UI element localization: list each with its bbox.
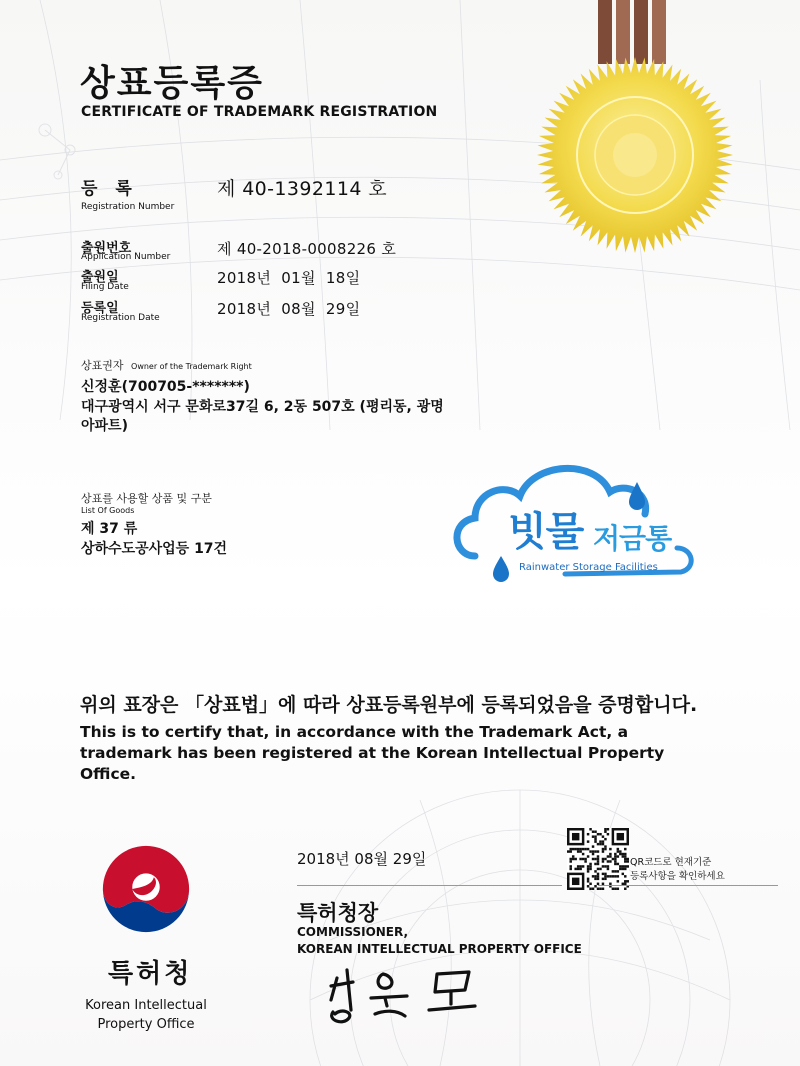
- commissioner-title-en: [297, 924, 582, 958]
- qr-note: [630, 856, 725, 884]
- owner-address-line1: 대구광역시 서구 문화로37길 6, 2동 507호 (평리동, 광명: [81, 399, 444, 415]
- commissioner-title-ko: 특허청장: [297, 901, 379, 925]
- office-name-en-line2: Property Office: [97, 1017, 195, 1032]
- commissioner-en-line2: KOREAN INTELLECTUAL PROPERTY OFFICE: [297, 942, 582, 956]
- owner-label: [81, 357, 252, 373]
- qr-note-line2: 등록사항을 확인하세요: [630, 871, 725, 882]
- logo-sub-text: 저금통: [593, 522, 672, 555]
- office-name-ko: 특허청: [108, 959, 193, 989]
- filing-date: 2018년 01월 18일: [217, 269, 361, 287]
- water-drop-icon: [493, 556, 509, 582]
- logo-main-text: 빗물: [508, 509, 584, 555]
- divider-line: [297, 885, 562, 886]
- application-label-en: Application Number: [81, 252, 171, 262]
- owner-label-en: Owner of the Trademark Right: [131, 362, 252, 371]
- taegeuk-emblem-icon: [97, 840, 195, 938]
- registration-date-label: 등록일: [81, 301, 119, 316]
- owner-label-ko: 상표권자: [81, 359, 124, 372]
- registration-number: 제 40-1392114 호: [217, 178, 388, 200]
- registration-label-en: Registration Number: [81, 202, 175, 212]
- goods-label-en: List Of Goods: [81, 506, 135, 515]
- registration-date-label-en: Registration Date: [81, 313, 160, 323]
- filing-label-en: Filing Date: [81, 282, 129, 292]
- logo-english-text: Rainwater Storage Facilities: [519, 562, 658, 573]
- application-number: 제 40-2018-0008226 호: [217, 240, 397, 258]
- application-label: 출원번호: [81, 241, 132, 256]
- owner-name: 신정훈(700705-*******): [81, 379, 250, 395]
- issue-date: 2018년 08월 29일: [297, 850, 427, 868]
- document-subtitle: CERTIFICATE OF TRADEMARK REGISTRATION: [81, 104, 438, 120]
- office-name-en: [72, 996, 220, 1034]
- signature-icon: [325, 960, 495, 1030]
- qr-code[interactable]: [567, 828, 629, 890]
- registration-label: 등 록: [81, 179, 138, 199]
- certification-statement-en: This is to certify that, in accordance with the Trademark Act, a trademark has been registered at the Korean Intellectual Property Office.: [80, 723, 665, 783]
- divider-line: [598, 885, 778, 886]
- gold-seal-icon: [535, 55, 735, 255]
- goods-label: 상표를 사용할 상품 및 구분: [81, 492, 212, 505]
- qr-note-line1: QR코드로 현재기준: [630, 857, 712, 868]
- commissioner-en-line1: COMMISSIONER,: [297, 925, 409, 939]
- document-title: 상표등록증: [80, 63, 264, 104]
- goods-class: 제 37 류: [81, 521, 138, 537]
- registration-date: 2018년 08월 29일: [217, 300, 361, 318]
- owner-address-line2: 아파트): [81, 418, 128, 434]
- goods-description: 상하수도공사업등 17건: [81, 541, 228, 557]
- certification-statement-ko: 위의 표장은 「상표법」에 따라 상표등록원부에 등록되었음을 증명합니다.: [80, 694, 698, 716]
- office-name-en-line1: Korean Intellectual: [85, 998, 207, 1013]
- filing-label: 출원일: [81, 270, 119, 285]
